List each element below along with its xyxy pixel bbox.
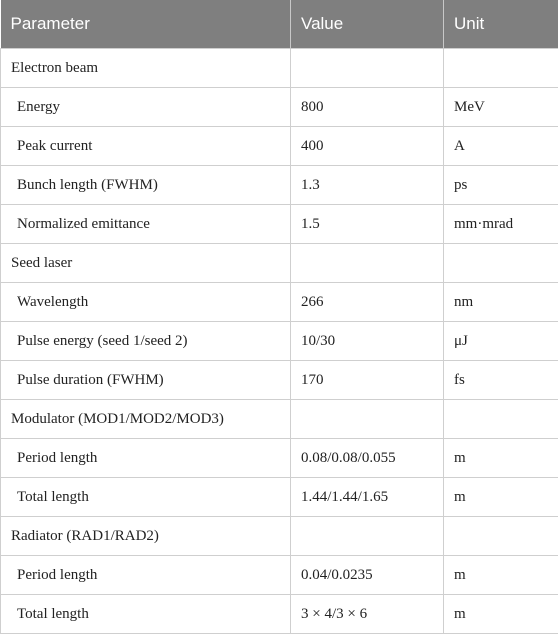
unit-cell: nm	[444, 283, 558, 322]
param-cell: Electron beam	[1, 49, 291, 88]
value-cell: 1.3	[291, 166, 444, 205]
table-body	[1, 49, 558, 634]
param-cell: Period length	[1, 556, 291, 595]
value-cell	[291, 244, 444, 283]
value-cell	[291, 400, 444, 439]
table-group-row	[1, 517, 558, 556]
table-group-row	[1, 49, 558, 88]
header-value: Value	[291, 0, 444, 49]
value-cell: 400	[291, 127, 444, 166]
param-cell: Wavelength	[1, 283, 291, 322]
param-cell: Total length	[1, 595, 291, 634]
param-cell: Seed laser	[1, 244, 291, 283]
unit-cell: m	[444, 439, 558, 478]
table-row	[1, 556, 558, 595]
value-cell: 3 × 4/3 × 6	[291, 595, 444, 634]
unit-cell: m	[444, 556, 558, 595]
param-cell: Total length	[1, 478, 291, 517]
value-cell: 170	[291, 361, 444, 400]
unit-cell: mm·mrad	[444, 205, 558, 244]
table-row	[1, 361, 558, 400]
value-cell: 0.04/0.0235	[291, 556, 444, 595]
table-row	[1, 283, 558, 322]
unit-cell: fs	[444, 361, 558, 400]
param-cell: Period length	[1, 439, 291, 478]
table-group-row	[1, 400, 558, 439]
value-cell: 1.5	[291, 205, 444, 244]
header-unit: Unit	[444, 0, 558, 49]
unit-cell: ps	[444, 166, 558, 205]
param-cell: Modulator (MOD1/MOD2/MOD3)	[1, 400, 291, 439]
table-row	[1, 88, 558, 127]
value-cell: 10/30	[291, 322, 444, 361]
param-cell: Pulse duration (FWHM)	[1, 361, 291, 400]
header-parameter: Parameter	[1, 0, 291, 49]
value-cell	[291, 517, 444, 556]
unit-cell	[444, 517, 558, 556]
unit-cell: m	[444, 478, 558, 517]
param-cell: Bunch length (FWHM)	[1, 166, 291, 205]
table-row	[1, 439, 558, 478]
table-row	[1, 595, 558, 634]
unit-cell: μJ	[444, 322, 558, 361]
unit-cell	[444, 400, 558, 439]
table-group-row	[1, 244, 558, 283]
unit-cell	[444, 49, 558, 88]
value-cell: 0.08/0.08/0.055	[291, 439, 444, 478]
table-row	[1, 322, 558, 361]
param-cell: Radiator (RAD1/RAD2)	[1, 517, 291, 556]
table-row	[1, 478, 558, 517]
param-cell: Pulse energy (seed 1/seed 2)	[1, 322, 291, 361]
value-cell: 1.44/1.44/1.65	[291, 478, 444, 517]
table-header	[1, 0, 558, 49]
value-cell: 266	[291, 283, 444, 322]
header-row	[1, 0, 558, 49]
value-cell: 800	[291, 88, 444, 127]
table-row	[1, 205, 558, 244]
value-cell	[291, 49, 444, 88]
unit-cell: m	[444, 595, 558, 634]
unit-cell: A	[444, 127, 558, 166]
param-cell: Normalized emittance	[1, 205, 291, 244]
unit-cell: MeV	[444, 88, 558, 127]
param-cell: Energy	[1, 88, 291, 127]
param-cell: Peak current	[1, 127, 291, 166]
table-row	[1, 166, 558, 205]
table-row	[1, 127, 558, 166]
unit-cell	[444, 244, 558, 283]
